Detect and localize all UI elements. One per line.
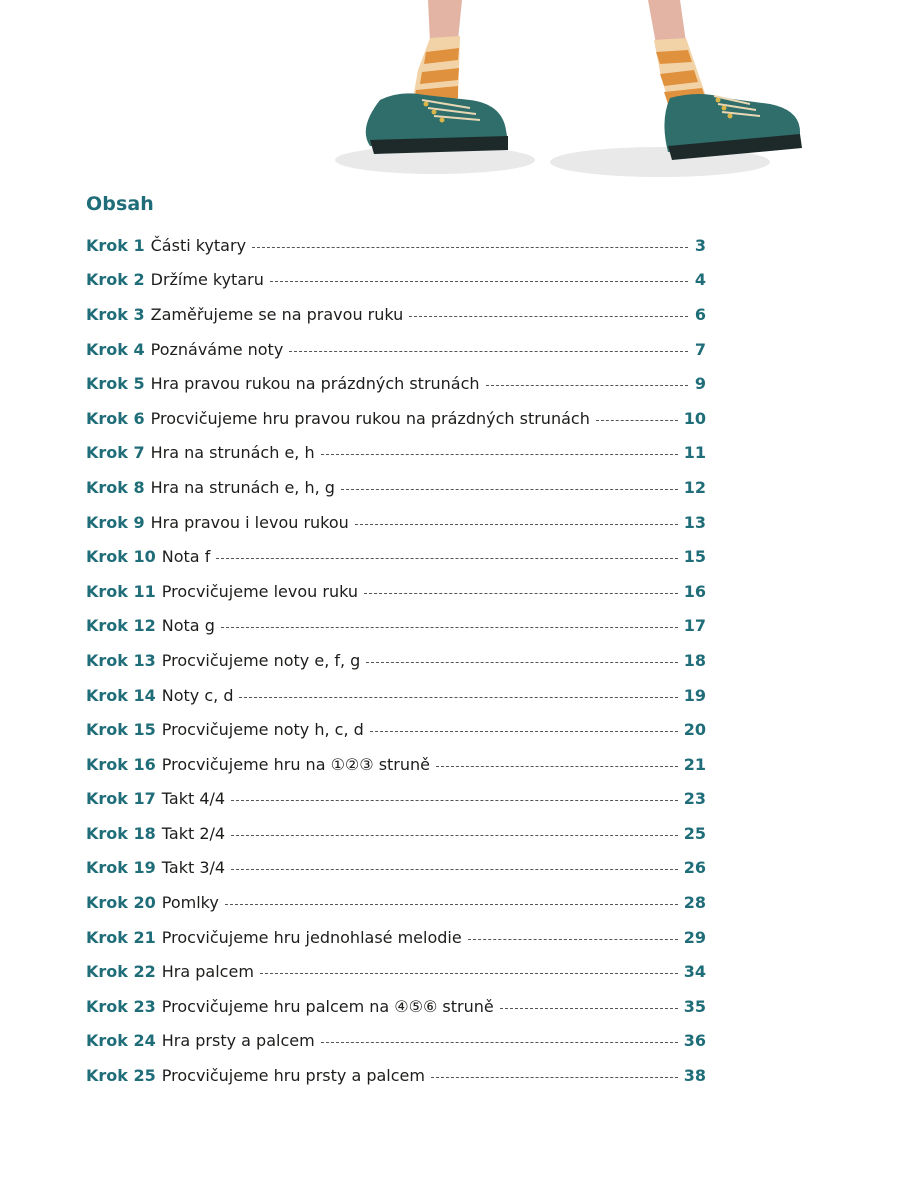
toc-step-label: Krok 2: [86, 270, 145, 290]
dot-leader: [409, 316, 688, 317]
toc-entry-title: Hra pravou rukou na prázdných strunách: [150, 374, 480, 394]
dot-leader: [364, 593, 678, 594]
toc-step-label: Krok 22: [86, 962, 156, 982]
toc-entry[interactable]: [86, 782, 706, 817]
dot-leader: [270, 281, 688, 282]
toc-entry-title: Pomlky: [161, 893, 219, 913]
toc-step-label: Krok 23: [86, 996, 156, 1016]
toc-page-number: 35: [683, 996, 706, 1016]
toc-page-number: 16: [683, 581, 706, 601]
toc-entry[interactable]: [86, 1024, 706, 1059]
toc-step-label: Krok 11: [86, 581, 156, 601]
toc-page-number: 6: [694, 304, 706, 324]
toc-entry-title: Hra palcem: [161, 962, 254, 982]
dot-leader: [431, 1077, 678, 1078]
left-leg: [366, 0, 508, 154]
toc-step-label: Krok 15: [86, 720, 156, 740]
dot-leader: [216, 558, 677, 559]
toc-step-label: Krok 10: [86, 547, 156, 567]
dot-leader: [231, 869, 678, 870]
dot-leader: [500, 1008, 678, 1009]
dot-leader: [321, 1042, 678, 1043]
dot-leader: [225, 904, 678, 905]
toc-step-label: Krok 24: [86, 1031, 156, 1051]
toc-step-label: Krok 9: [86, 512, 145, 532]
toc-entry-title: Zaměřujeme se na pravou ruku: [150, 304, 404, 324]
toc-entry[interactable]: [86, 539, 706, 574]
toc-step-label: Krok 3: [86, 304, 145, 324]
toc-entry-title: Nota f: [161, 547, 211, 567]
toc-page-number: 17: [683, 616, 706, 636]
dot-leader: [366, 662, 677, 663]
toc-step-label: Krok 17: [86, 789, 156, 809]
toc-page-number: 36: [683, 1031, 706, 1051]
toc-entry[interactable]: [86, 574, 706, 609]
toc-entry[interactable]: [86, 885, 706, 920]
toc-step-label: Krok 6: [86, 408, 145, 428]
toc-page-number: 26: [683, 858, 706, 878]
dot-leader: [596, 420, 678, 421]
dot-leader: [239, 697, 677, 698]
toc-entry[interactable]: [86, 505, 706, 540]
toc-page-number: 21: [683, 754, 706, 774]
toc-entry[interactable]: [86, 678, 706, 713]
toc-page-number: 25: [683, 823, 706, 843]
toc-page-number: 9: [694, 374, 706, 394]
dot-leader: [231, 835, 678, 836]
toc-page-number: 19: [683, 685, 706, 705]
right-leg: [648, 0, 802, 160]
toc-entry-title: Takt 3/4: [161, 858, 226, 878]
toc-entry-title: Takt 2/4: [161, 823, 226, 843]
toc-page-number: 10: [683, 408, 706, 428]
dot-leader: [231, 800, 678, 801]
toc-entry-title: Procvičujeme noty h, c, d: [161, 720, 364, 740]
toc-entry-title: Části kytary: [150, 235, 247, 255]
toc-page-number: 34: [683, 962, 706, 982]
toc-step-label: Krok 1: [86, 235, 145, 255]
toc-page-number: 38: [683, 1066, 706, 1086]
toc-entry[interactable]: [86, 989, 706, 1024]
dot-leader: [260, 973, 678, 974]
toc-page-number: 29: [683, 927, 706, 947]
toc-entry[interactable]: [86, 851, 706, 886]
toc-step-label: Krok 18: [86, 823, 156, 843]
toc-entry-title: Procvičujeme hru prsty a palcem: [161, 1066, 425, 1086]
toc-entry[interactable]: [86, 712, 706, 747]
toc-page-number: 28: [683, 893, 706, 913]
toc-step-label: Krok 19: [86, 858, 156, 878]
toc-page-number: 4: [694, 270, 706, 290]
toc-entry-title: Nota g: [161, 616, 215, 636]
dot-leader: [321, 454, 678, 455]
toc-step-label: Krok 25: [86, 1066, 156, 1086]
toc-page-number: 20: [683, 720, 706, 740]
toc-step-label: Krok 7: [86, 443, 145, 463]
toc-step-label: Krok 14: [86, 685, 156, 705]
dot-leader: [370, 731, 678, 732]
toc-entry-title: Držíme kytaru: [150, 270, 264, 290]
toc-page-number: 7: [694, 339, 706, 359]
dot-leader: [289, 351, 688, 352]
toc-entry[interactable]: [86, 401, 706, 436]
toc-entry-title: Procvičujeme hru palcem na ④⑤⑥ struně: [161, 996, 494, 1016]
toc-entry[interactable]: [86, 332, 706, 367]
toc-step-label: Krok 5: [86, 374, 145, 394]
dot-leader: [436, 766, 678, 767]
dot-leader: [468, 939, 678, 940]
toc-page-number: 12: [683, 477, 706, 497]
toc-page-number: 11: [683, 443, 706, 463]
toc-entry-title: Procvičujeme noty e, f, g: [161, 650, 361, 670]
toc-step-label: Krok 16: [86, 754, 156, 774]
dot-leader: [341, 489, 678, 490]
walking-legs-illustration: [330, 0, 810, 195]
dot-leader: [252, 247, 688, 248]
toc-entry-title: Takt 4/4: [161, 789, 226, 809]
toc-entry[interactable]: [86, 643, 706, 678]
toc-entry[interactable]: [86, 609, 706, 644]
toc-step-label: Krok 13: [86, 650, 156, 670]
toc-page-number: 23: [683, 789, 706, 809]
toc-entry-title: Poznáváme noty: [150, 339, 284, 359]
toc-entry[interactable]: [86, 954, 706, 989]
toc-entry-title: Procvičujeme levou ruku: [161, 581, 359, 601]
toc-entry[interactable]: [86, 297, 706, 332]
toc-entry-title: Noty c, d: [161, 685, 234, 705]
toc-entry-title: Hra prsty a palcem: [161, 1031, 315, 1051]
toc-step-label: Krok 21: [86, 927, 156, 947]
toc-entry-title: Hra na strunách e, h: [150, 443, 315, 463]
toc-entry[interactable]: [86, 228, 706, 263]
toc-step-label: Krok 20: [86, 893, 156, 913]
toc-page-number: 18: [683, 650, 706, 670]
dot-leader: [355, 524, 678, 525]
toc-page-number: 15: [683, 547, 706, 567]
toc-step-label: Krok 4: [86, 339, 145, 359]
toc-entry[interactable]: [86, 747, 706, 782]
toc-step-label: Krok 8: [86, 477, 145, 497]
toc-entry[interactable]: [86, 470, 706, 505]
toc-page-number: 3: [694, 235, 706, 255]
toc-entry-title: Procvičujeme hru na ①②③ struně: [161, 754, 431, 774]
toc-entry[interactable]: [86, 920, 706, 955]
dot-leader: [221, 627, 678, 628]
toc-entry[interactable]: [86, 1058, 706, 1093]
toc-entry[interactable]: [86, 366, 706, 401]
toc-entry[interactable]: [86, 436, 706, 471]
toc-step-label: Krok 12: [86, 616, 156, 636]
toc-entry-title: Hra na strunách e, h, g: [150, 477, 335, 497]
toc-entry-title: Procvičujeme hru pravou rukou na prázdných strunách: [150, 408, 590, 428]
toc-entry-title: Hra pravou i levou rukou: [150, 512, 349, 532]
toc-entry-title: Procvičujeme hru jednohlasé melodie: [161, 927, 462, 947]
dot-leader: [486, 385, 688, 386]
toc-page-number: 13: [683, 512, 706, 532]
toc-entry[interactable]: [86, 816, 706, 851]
toc-entry[interactable]: [86, 263, 706, 298]
toc-heading: Obsah: [86, 193, 154, 215]
table-of-contents: [86, 228, 706, 1093]
